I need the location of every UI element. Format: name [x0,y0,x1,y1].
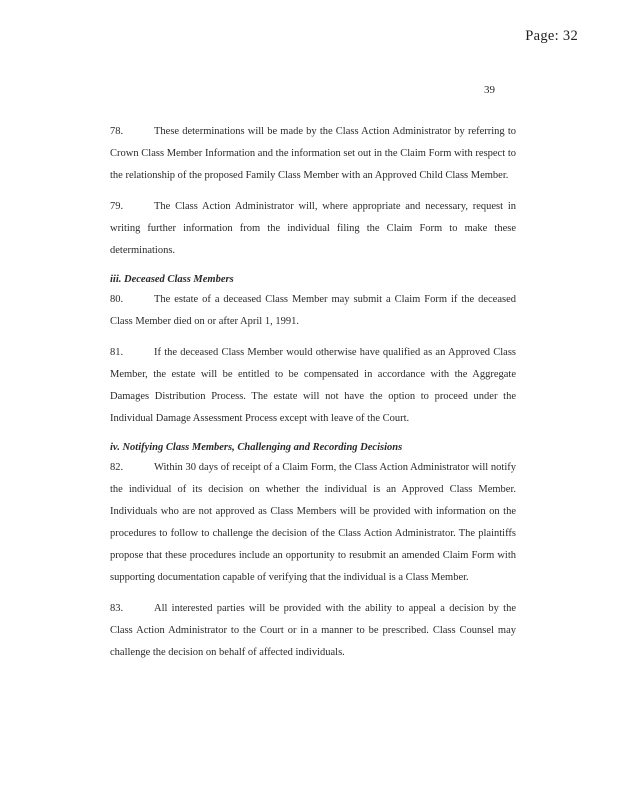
paragraph-text: If the deceased Class Member would otherwise have qualified as an Approved Class Member, the estate will be entitled to be compensated in accordance with the Aggregate Damages Distribution Process. The estate will not have the option to proceed under the Individual Damage Assessment Process except with leave of the Court. [110,347,516,424]
document-page-number: 39 [484,84,495,96]
paragraph-text: The Class Action Administrator will, where appropriate and necessary, request in writing further information from the individual filing the Claim Form to make these determinations. [110,201,516,256]
paragraph-78 [110,121,516,187]
viewer-page-label: Page: 32 [525,28,578,44]
paragraph-83 [110,598,516,664]
paragraph-80 [110,289,516,333]
paragraph-79 [110,196,516,262]
subheading-notifying-class-members: iv. Notifying Class Members, Challenging and Recording Decisions [110,442,403,453]
paragraph-text: All interested parties will be provided with the ability to appeal a decision by the Class Action Administrator to the Court or in a manner to be prescribed. Class Counsel may challenge the decision on behalf of affected individuals. [110,603,516,658]
paragraph-text: Within 30 days of receipt of a Claim Form, the Class Action Administrator will notify the individual of its decision on whether the individual is an Approved Class Member. Individuals who are not approved as Class Members will be provided with information on the procedures to follow to challenge the decision of the Class Action Administrator. The plaintiffs propose that these procedures include an opportunity to resubmit an amended Claim Form with supporting documentation capable of verifying that the individual is a Class Member. [110,462,516,583]
subheading-deceased-class-members: iii. Deceased Class Members [110,274,234,285]
paragraph-number: 78. [110,126,124,137]
paragraph-number: 79. [110,201,124,212]
paragraph-number: 80. [110,294,124,305]
paragraph-82 [110,457,516,589]
paragraph-81 [110,342,516,430]
paragraph-number: 83. [110,603,124,614]
paragraph-number: 82. [110,462,124,473]
paragraph-text: The estate of a deceased Class Member may submit a Claim Form if the deceased Class Member died on or after April 1, 1991. [110,294,516,327]
document-body [110,121,516,673]
paragraph-number: 81. [110,347,124,358]
paragraph-text: These determinations will be made by the Class Action Administrator by referring to Crown Class Member Information and the information set out in the Claim Form with respect to the relationship of the proposed Family Class Member with an Approved Child Class Member. [110,126,516,181]
